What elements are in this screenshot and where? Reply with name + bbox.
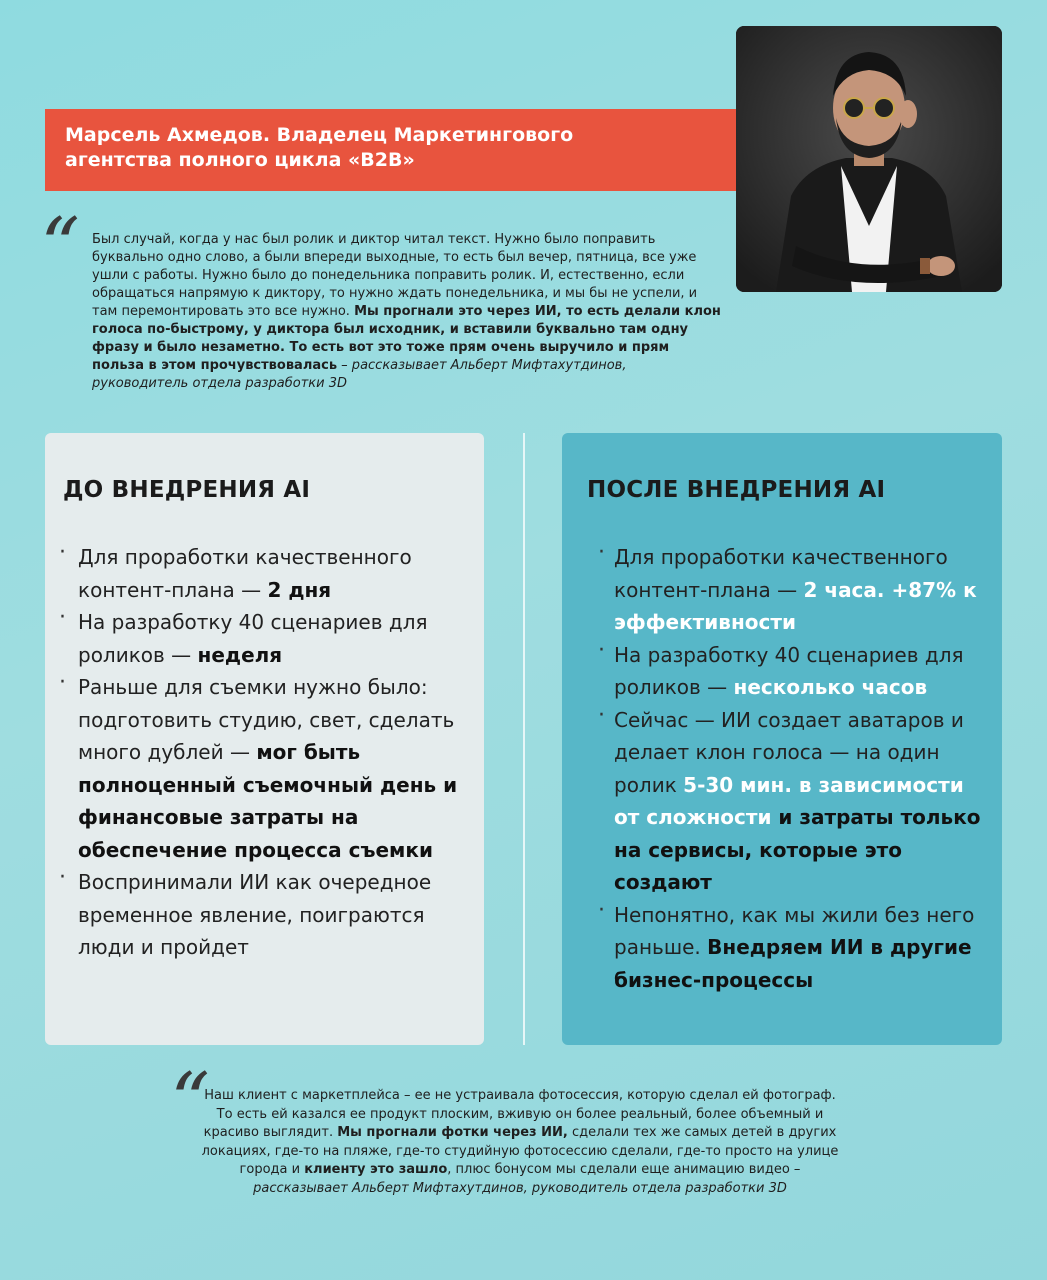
title-banner <box>45 109 750 191</box>
quote-1-text: Был случай, когда у нас был ролик и диктор читал текст. Нужно было поправить буквально одно слово, а были впереди выходные, то есть был вечер, пятница, все уже ушли с работы. Нужно было до понедельника поправить ролик. И, естественно, если обращаться напрямую к диктору, то нужно ждать понедельника, и мы бы не успели, и там перемонтировать это все нужно. <box>92 232 698 319</box>
quote-1-bold: Мы прогнали это через ИИ, то есть делали клон голоса по-быстрому, у диктора был исходник, и вставили буквально там одну фразу и было незаметно. То есть вот это тоже прям очень выручило и прям польза в этом прочувствовалась <box>92 304 721 373</box>
after-title: ПОСЛЕ ВНЕДРЕНИЯ AI <box>587 477 886 503</box>
list-item: · На разработку 40 сценариев для роликов — неделя <box>63 606 466 671</box>
portrait-illustration <box>736 26 1002 292</box>
list-item: · Воспринимали ИИ как очередное временное явление, поиграются люди и пройдет <box>63 866 466 964</box>
quote-1-attribution: – рассказывает Альберт Мифтахутдинов, руководитель отдела разработки 3D <box>92 358 627 391</box>
before-ai-card <box>45 433 484 1045</box>
before-title: ДО ВНЕДРЕНИЯ AI <box>63 477 311 503</box>
portrait-photo <box>736 26 1002 292</box>
banner-line-1: Марсель Ахмедов. Владелец Маркетингового <box>65 124 574 146</box>
list-item: · Раньше для съемки нужно было: подготовить студию, свет, сделать много дублей — мог быть полноценный съемочный день и финансовые затраты на обеспечение процесса съемки <box>63 671 466 866</box>
quote-mark-icon: “ <box>170 1057 210 1147</box>
testimonial-quote-2: Наш клиент с маркетплейса – ее не устраивала фотосессия, которую сделал ей фотограф. То есть ей казался ее продукт плоским, вживую он более реальный, более объемный и красиво выглядит. Мы прогнали фотки через ИИ, сделали тех же самых детей в других локациях, где-то на пляже, где-то студийную фотосессию сделали, где-то просто на улице города и клиенту это зашло, плюс бонусом мы сделали еще анимацию видео – рассказывает Альберт Мифтахутдинов, руководитель отдела разработки 3D <box>201 1088 839 1196</box>
before-list <box>63 541 466 964</box>
after-list <box>580 541 984 996</box>
after-ai-card <box>562 433 1002 1045</box>
list-item: · На разработку 40 сценариев для роликов — несколько часов <box>598 639 984 704</box>
column-divider <box>523 433 525 1045</box>
quote-mark-icon: “ <box>40 202 80 292</box>
testimonial-quote-1 <box>92 231 722 393</box>
list-item: · Для проработки качественного контент-плана — 2 часа. +87% к эффективности <box>598 541 984 639</box>
list-item: · Сейчас — ИИ создает аватаров и делает клон голоса — на один ролик 5-30 мин. в зависимости от сложности и затраты только на сервисы, которые это создают <box>598 704 984 899</box>
banner-line-2: агентства полного цикла «B2B» <box>65 149 415 171</box>
list-item: · Для проработки качественного контент-плана — 2 дня <box>63 541 466 606</box>
list-item: · Непонятно, как мы жили без него раньше. Внедряем ИИ в другие бизнес-процессы <box>598 899 984 997</box>
